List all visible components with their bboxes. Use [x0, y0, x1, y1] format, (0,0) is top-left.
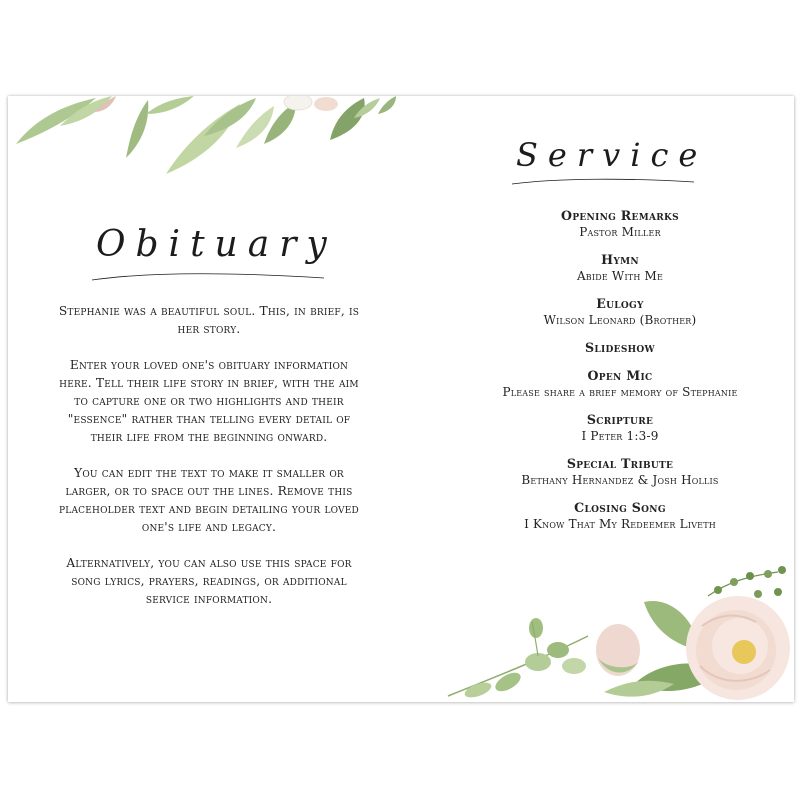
service-item — [430, 368, 794, 400]
service-item-detail: I Know That My Redeemer Liveth — [524, 517, 716, 531]
obituary-text — [56, 302, 362, 626]
service-item — [430, 340, 794, 356]
service-item-title: Opening Remarks — [561, 208, 679, 223]
top-greenery-decoration — [8, 96, 408, 186]
obituary-paragraph: Stephanie was a beautiful soul. This, in brief, is her story. — [58, 304, 360, 336]
service-item-title: Hymn — [601, 252, 639, 267]
program-sheet — [8, 96, 794, 702]
service-item-title: Slideshow — [585, 340, 655, 355]
service-item-detail: Abide With Me — [576, 269, 664, 283]
obituary-panel — [8, 96, 408, 702]
service-item — [430, 252, 794, 284]
service-item — [430, 412, 794, 444]
service-item-title: Special Tribute — [566, 456, 674, 471]
service-item-title: Open Mic — [587, 368, 653, 383]
obituary-paragraph: Alternatively, you can also use this space for song lyrics, prayers, readings, or additional service information. — [66, 556, 352, 606]
service-panel — [408, 96, 794, 702]
service-item — [430, 296, 794, 328]
obituary-paragraph: Enter your loved one's obituary information here. Tell their life story in brief, with the aim to capture one or two highlights and their "essence" rather than telling every detail of their life from the beginning onward. — [59, 358, 359, 444]
service-item-detail: Please share a brief memory of Stephanie — [502, 385, 738, 399]
obituary-paragraph: You can edit the text to make it smaller or larger, or to space out the lines. Remove this placeholder text and begin detailing your loved one's life and legacy. — [59, 466, 359, 534]
obituary-title-swash — [88, 268, 328, 288]
service-item-title: Closing Song — [574, 500, 666, 515]
service-item-title: Eulogy — [596, 296, 644, 311]
service-item-title: Scripture — [586, 412, 654, 427]
service-item — [430, 500, 794, 532]
service-item-detail: Bethany Hernandez & Josh Hollis — [521, 473, 719, 487]
service-item-detail: Pastor Miller — [579, 225, 661, 239]
service-title-swash — [508, 174, 698, 190]
service-item-detail: Wilson Leonard (Brother) — [543, 313, 697, 327]
service-title: Service — [516, 136, 708, 174]
service-item-detail: I Peter 1:3-9 — [581, 429, 659, 443]
service-order-list — [430, 208, 794, 544]
service-item — [430, 208, 794, 240]
bottom-floral-decoration — [438, 566, 794, 702]
service-item — [430, 456, 794, 488]
obituary-title: Obituary — [96, 224, 337, 265]
